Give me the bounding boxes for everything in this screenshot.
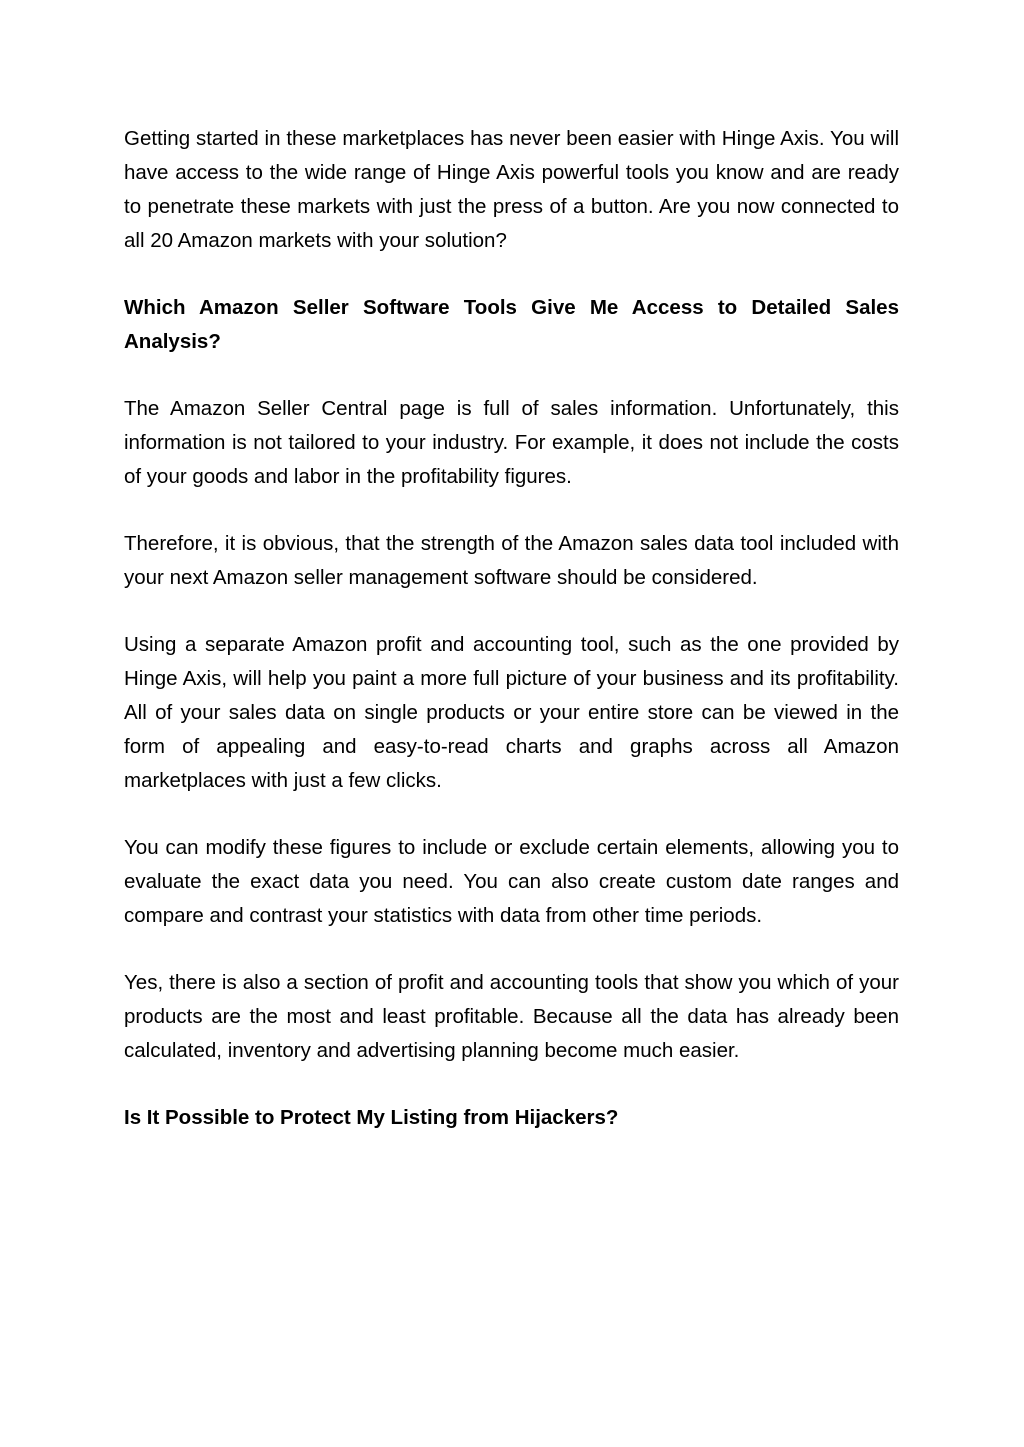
heading-sales-analysis: Which Amazon Seller Software Tools Give Me Access to Detailed Sales Analysis?	[124, 296, 899, 353]
paragraph-seller-central: The Amazon Seller Central page is full of sales information. Unfortunately, this information is not tailored to your industry. For example, it does not include the costs of your goods and labor in the profitability figures.	[124, 397, 899, 488]
document-page	[124, 122, 899, 1168]
paragraph-sales-data-tool: Therefore, it is obvious, that the strength of the Amazon sales data tool included with your next Amazon seller management software should be considered.	[124, 532, 899, 589]
paragraph-profit-section: Yes, there is also a section of profit and accounting tools that show you which of your products are the most and least profitable. Because all the data has already been calculated, inventory and advertising planning become much easier.	[124, 971, 899, 1062]
paragraph-profit-tool: Using a separate Amazon profit and accounting tool, such as the one provided by Hinge Axis, will help you paint a more full picture of your business and its profitability. All of your sales data on single products or your entire store can be viewed in the form of appealing and easy-to-read charts and graphs across all Amazon marketplaces with just a few clicks.	[124, 633, 899, 792]
paragraph-modify-figures: You can modify these figures to include or exclude certain elements, allowing you to evaluate the exact data you need. You can also create custom date ranges and compare and contrast your statistics with data from other time periods.	[124, 836, 899, 927]
heading-hijackers: Is It Possible to Protect My Listing from Hijackers?	[124, 1106, 619, 1129]
paragraph-intro: Getting started in these marketplaces has never been easier with Hinge Axis. You will have access to the wide range of Hinge Axis powerful tools you know and are ready to penetrate these markets with just the press of a button. Are you now connected to all 20 Amazon markets with your solution?	[124, 127, 899, 252]
